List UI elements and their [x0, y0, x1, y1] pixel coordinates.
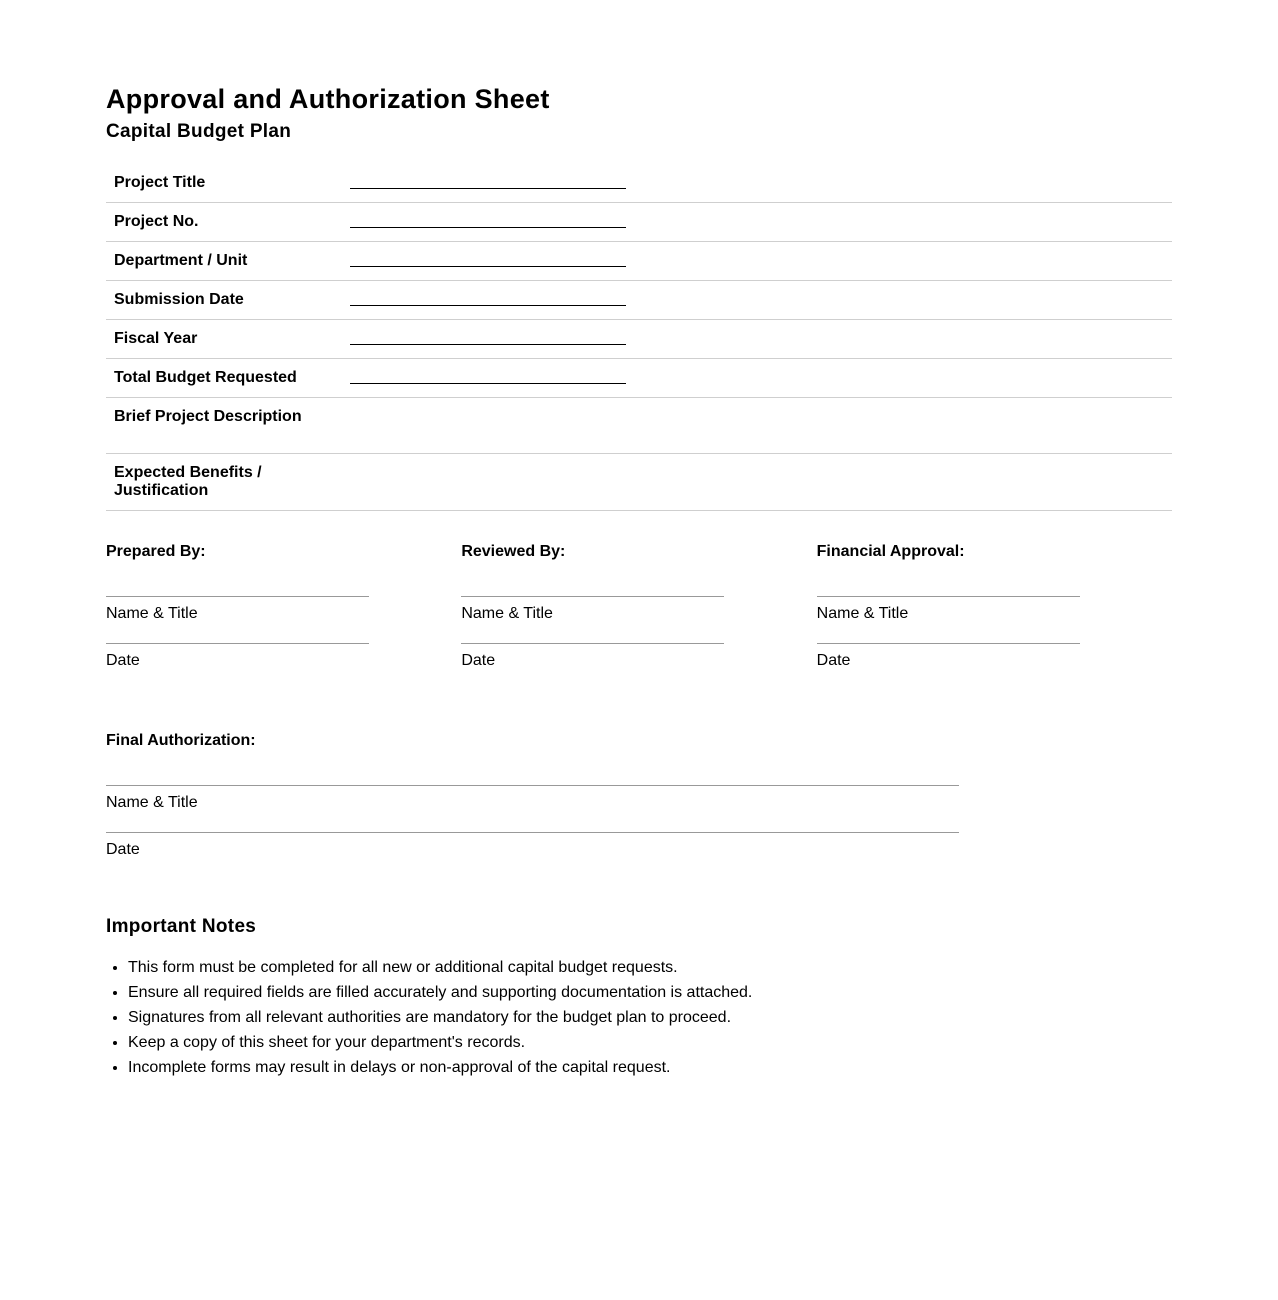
- date-label: Date: [461, 652, 496, 669]
- signature-heading: Financial Approval:: [816, 543, 965, 560]
- signature-block-financial: [817, 543, 1172, 670]
- signature-heading: Reviewed By:: [461, 543, 566, 560]
- signature-block-final: [106, 732, 1172, 859]
- signature-block-prepared: [106, 543, 461, 670]
- project-fields: [106, 164, 1172, 511]
- date-label: Date: [816, 652, 851, 669]
- name-signature-line[interactable]: [817, 561, 1080, 597]
- signature-block-reviewed: [461, 543, 816, 670]
- date-signature-line[interactable]: [106, 812, 959, 833]
- date-signature-line[interactable]: [461, 623, 724, 644]
- notes-heading: Important Notes: [106, 916, 257, 937]
- list-item: • Ensure all required fields are filled accurately and supporting documentation is attached.: [128, 980, 1172, 1005]
- field-row-project-title: [106, 164, 1172, 203]
- department-field[interactable]: [350, 252, 626, 267]
- field-label: Project Title: [114, 174, 206, 191]
- field-label: Project No.: [114, 213, 199, 230]
- field-label: Department / Unit: [114, 252, 248, 269]
- field-row-submission-date: [106, 281, 1172, 320]
- name-title-label: Name & Title: [461, 605, 553, 622]
- page-subtitle: Capital Budget Plan: [106, 121, 292, 142]
- notes-list: [106, 955, 1172, 1080]
- description-field[interactable]: [350, 408, 1172, 444]
- date-label: Date: [106, 652, 140, 669]
- field-row-fiscal-year: [106, 320, 1172, 359]
- project-no-field[interactable]: [350, 213, 626, 228]
- benefits-field[interactable]: [350, 464, 1172, 500]
- list-item: • Keep a copy of this sheet for your department's records.: [128, 1030, 1172, 1055]
- name-signature-line[interactable]: [106, 561, 369, 597]
- name-title-label: Name & Title: [816, 605, 909, 622]
- name-signature-line[interactable]: [461, 561, 724, 597]
- list-item: • Signatures from all relevant authorities are mandatory for the budget plan to proceed.: [128, 1005, 1172, 1030]
- field-row-total-budget: [106, 359, 1172, 398]
- date-signature-line[interactable]: [817, 623, 1080, 644]
- field-row-department: [106, 242, 1172, 281]
- date-label: Date: [106, 841, 140, 858]
- list-item: • Incomplete forms may result in delays or non-approval of the capital request.: [128, 1055, 1172, 1080]
- total-budget-field[interactable]: [350, 369, 626, 384]
- name-title-label: Name & Title: [106, 605, 198, 622]
- signature-heading: Final Authorization:: [106, 732, 256, 749]
- list-item: • This form must be completed for all new or additional capital budget requests.: [128, 955, 1172, 980]
- field-label: Expected Benefits / Justification: [114, 464, 262, 499]
- approval-sheet: [106, 82, 1172, 1080]
- field-label: Fiscal Year: [114, 330, 198, 347]
- project-title-field[interactable]: [350, 174, 626, 189]
- field-row-project-no: [106, 203, 1172, 242]
- fiscal-year-field[interactable]: [350, 330, 626, 345]
- name-title-label: Name & Title: [106, 794, 198, 811]
- field-label: Submission Date: [114, 291, 244, 308]
- name-signature-line[interactable]: [106, 750, 959, 786]
- page-title: Approval and Authorization Sheet: [106, 84, 550, 114]
- signature-heading: Prepared By:: [106, 543, 206, 560]
- field-label: Total Budget Requested: [114, 369, 297, 386]
- field-row-description: [106, 398, 1172, 454]
- field-row-benefits: [106, 454, 1172, 511]
- date-signature-line[interactable]: [106, 623, 369, 644]
- submission-date-field[interactable]: [350, 291, 626, 306]
- signature-grid: [106, 543, 1172, 670]
- field-label: Brief Project Description: [114, 408, 302, 425]
